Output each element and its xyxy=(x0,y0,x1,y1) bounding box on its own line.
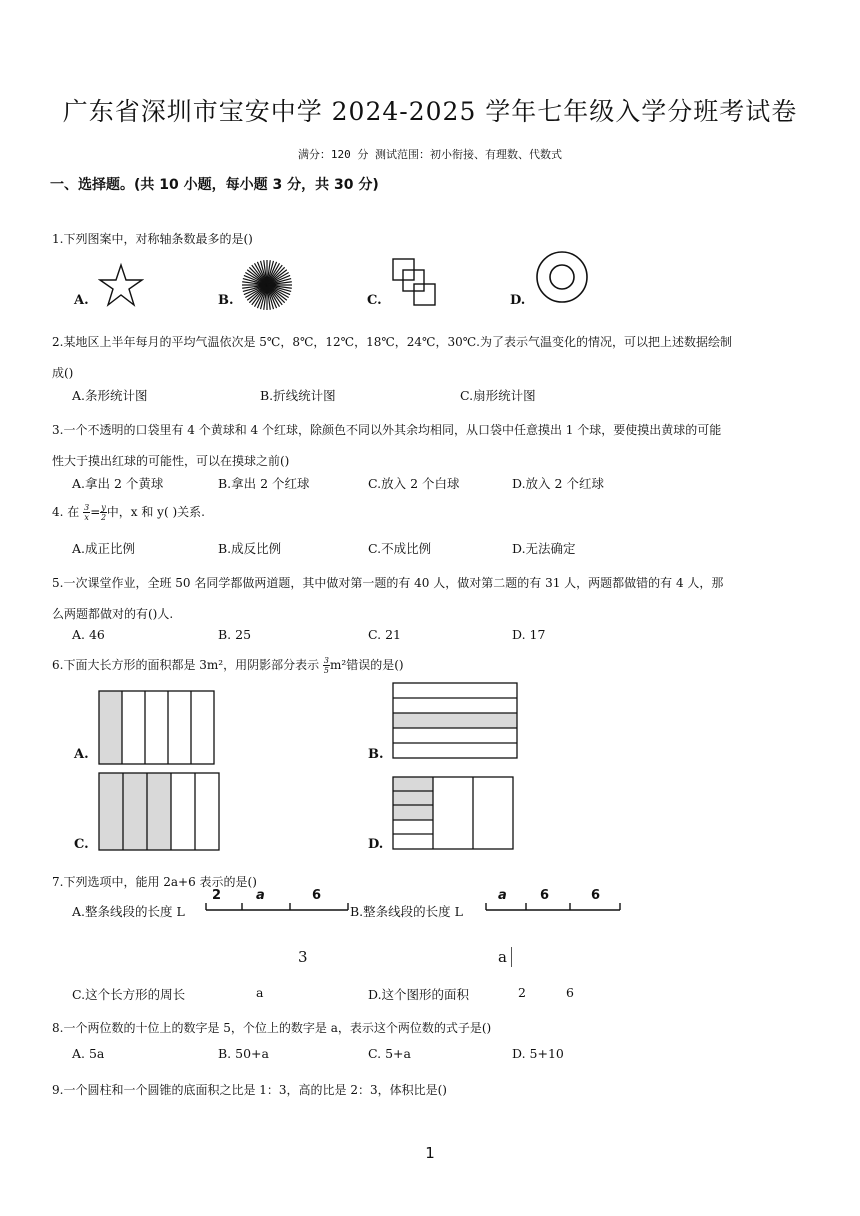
q6-fraction xyxy=(323,656,330,675)
q6-frac-num: 3 xyxy=(323,656,330,665)
q1-label-b: B. xyxy=(218,293,234,308)
q1-label-d: D. xyxy=(510,293,526,308)
q4-eq: = xyxy=(90,505,101,519)
q6-frac-den: 5 xyxy=(323,666,330,675)
q4-frac1-den: x xyxy=(84,513,89,522)
q6-text: 6.下面大长方形的面积都是 3m²，用阴影部分表示 xyxy=(52,658,320,672)
question-5-line2: 么两题都做对的有()人. xyxy=(52,607,174,621)
q2-option-c: C.扇形统计图 xyxy=(460,388,536,403)
q4-option-b: B.成反比例 xyxy=(218,541,282,556)
question-2-line1: 2.某地区上半年每月的平均气温依次是 5℃，8℃，12℃，18℃，24℃，30℃.为了表示气温变化的情况，可以把上述数据绘制 xyxy=(52,335,732,349)
rectangle-figure-d xyxy=(392,776,516,852)
q7-option-c: C.这个长方形的周长 xyxy=(72,987,186,1002)
star-figure xyxy=(98,262,144,308)
q4-prefix: 4. 在 xyxy=(52,505,80,519)
q7-option-c-value: a xyxy=(256,985,264,1000)
page-title: 广东省深圳市宝安中学 2024-2025 学年七年级入学分班考试卷 xyxy=(62,97,798,126)
q7-option-d-value-2: 6 xyxy=(566,985,574,1000)
segA-label-3: 6 xyxy=(312,888,322,903)
q4-option-d: D.无法确定 xyxy=(512,541,576,556)
q3-option-b: B.拿出 2 个红球 xyxy=(218,476,310,491)
rectangle-figure-c xyxy=(98,772,222,852)
q6-label-b: B. xyxy=(368,747,384,762)
question-3-line2: 性大于摸出红球的可能性，可以在摸球之前() xyxy=(52,454,290,468)
q6-label-d: D. xyxy=(368,837,384,852)
figure-edge xyxy=(511,947,512,967)
q4-option-c: C.不成比例 xyxy=(368,541,432,556)
section-heading: 一、选择题。(共 10 小题，每小题 3 分，共 30 分) xyxy=(50,177,379,193)
question-6 xyxy=(52,656,404,675)
sunburst-figure xyxy=(240,258,294,312)
rectangle-side-label: 3 xyxy=(298,948,308,966)
page-number: 1 xyxy=(425,1144,435,1162)
figure-side-label: a xyxy=(498,948,507,966)
q7-option-b: B.整条线段的长度 L xyxy=(350,904,463,919)
q2-option-b: B.折线统计图 xyxy=(260,388,336,403)
q3-option-c: C.放入 2 个白球 xyxy=(368,476,460,491)
question-3-line1: 3.一个不透明的口袋里有 4 个黄球和 4 个红球，除颜色不同以外其余均相同，从口袋中任意摸出 1 个球，要使摸出黄球的可能 xyxy=(52,423,722,437)
q8-option-d: D. 5+10 xyxy=(512,1046,564,1061)
q3-option-a: A.拿出 2 个黄球 xyxy=(72,476,164,491)
q6-unit: m²错误的是() xyxy=(330,658,404,672)
q1-label-a: A. xyxy=(74,293,89,308)
segB-label-1: a xyxy=(498,888,507,903)
segA-label-2: a xyxy=(256,888,265,903)
q2-option-a: A.条形统计图 xyxy=(72,388,148,403)
q4-frac2-num: y xyxy=(101,503,106,512)
q1-label-c: C. xyxy=(367,293,382,308)
q5-option-b: B. 25 xyxy=(218,627,252,642)
q7-option-d: D.这个图形的面积 xyxy=(368,987,470,1002)
segB-label-2: 6 xyxy=(540,888,550,903)
q5-option-c: C. 21 xyxy=(368,627,401,642)
q5-option-a: A. 46 xyxy=(72,627,105,642)
rectangle-figure-b xyxy=(392,682,520,760)
segment-figure-a xyxy=(204,890,350,916)
q5-option-d: D. 17 xyxy=(512,627,546,642)
q4-frac1-num: 3 xyxy=(84,503,90,512)
rectangle-figure-a xyxy=(98,690,216,766)
question-1: 1.下列图案中，对称轴条数最多的是() xyxy=(52,232,253,246)
q4-suffix: 中，x 和 y( )关系. xyxy=(106,505,205,519)
q8-option-b: B. 50+a xyxy=(218,1046,269,1061)
segA-label-1: 2 xyxy=(212,888,222,903)
q8-option-c: C. 5+a xyxy=(368,1046,411,1061)
q7-option-a: A.整条线段的长度 L xyxy=(72,904,185,919)
q3-option-d: D.放入 2 个红球 xyxy=(512,476,604,491)
question-5-line1: 5.一次课堂作业，全班 50 名同学都做两道题，其中做对第一题的有 40 人，做对第二题的有 31 人，两题都做错的有 4 人，那 xyxy=(52,576,724,590)
q4-option-a: A.成正比例 xyxy=(72,541,136,556)
overlapping-squares-figure xyxy=(390,256,440,308)
question-9: 9.一个圆柱和一个圆锥的底面积之比是 1：3，高的比是 2：3，体积比是() xyxy=(52,1083,447,1097)
concentric-circles-figure xyxy=(534,248,590,306)
question-2-line2: 成() xyxy=(52,366,74,380)
q7-option-d-value-1: 2 xyxy=(518,985,526,1000)
exam-subtitle: 满分：120 分 测试范围：初小衔接、有理数、代数式 xyxy=(297,148,563,161)
q6-label-c: C. xyxy=(74,837,89,852)
q8-option-a: A. 5a xyxy=(72,1046,105,1061)
q6-label-a: A. xyxy=(74,747,89,762)
question-4 xyxy=(52,503,205,522)
q4-frac2-den: 2 xyxy=(100,513,107,522)
question-8: 8.一个两位数的十位上的数字是 5，个位上的数字是 a，表示这个两位数的式子是() xyxy=(52,1021,492,1035)
question-7: 7.下列选项中，能用 2a+6 表示的是() xyxy=(52,875,257,889)
segB-label-3: 6 xyxy=(591,888,601,903)
